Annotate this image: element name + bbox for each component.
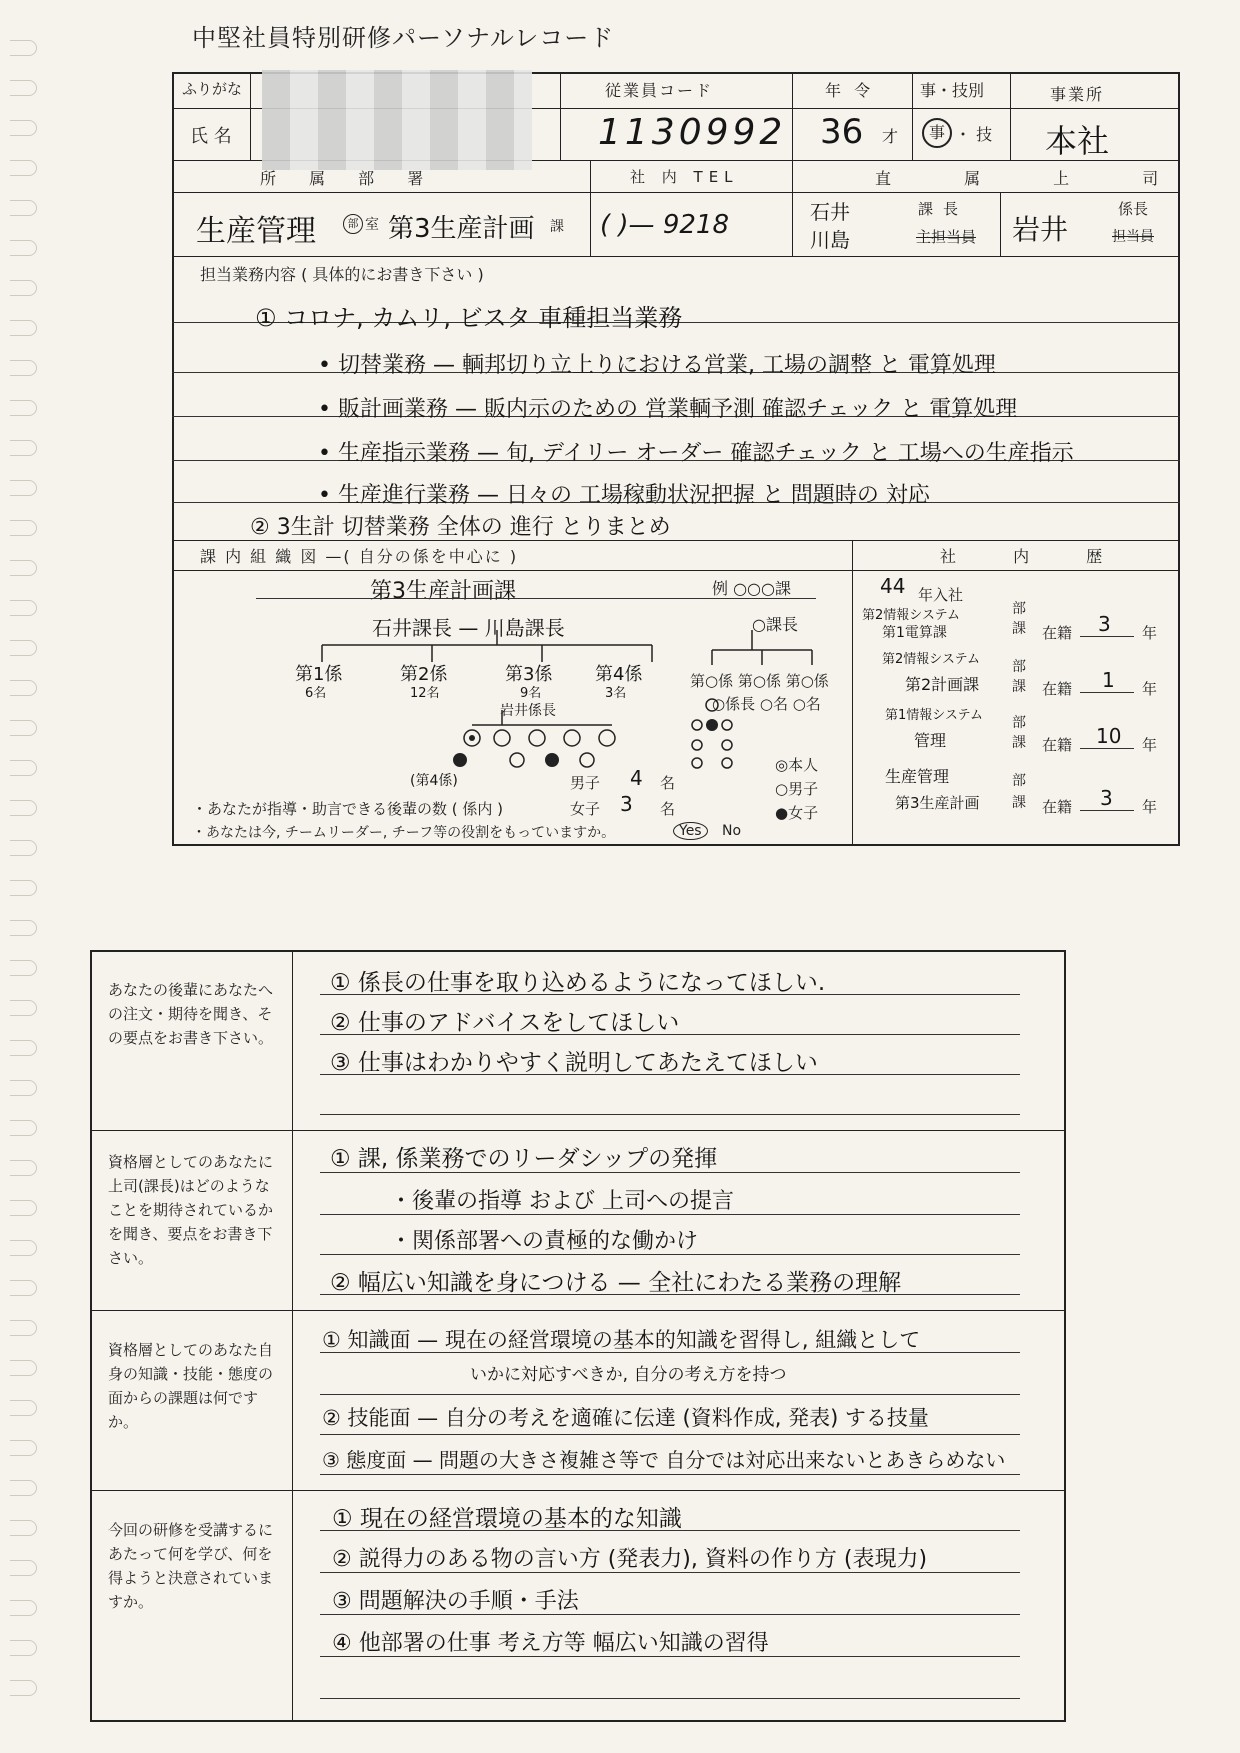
history-years: 10 — [1096, 724, 1122, 748]
female-count: 3 — [620, 792, 633, 816]
history-zaiseki: 在籍 — [1042, 680, 1073, 698]
history-section-unit: 課 — [1012, 621, 1026, 637]
org-group: 第3係 — [505, 664, 553, 685]
female-label: 女子 — [570, 800, 601, 818]
answer-line: ② 仕事のアドバイスをしてほしい — [330, 1010, 680, 1036]
office-value: 本社 — [1045, 122, 1110, 160]
history-section: 第2計画課 — [905, 675, 980, 694]
history-year-unit: 年 — [1142, 624, 1158, 642]
name-label: 氏 名 — [190, 126, 232, 147]
org-example-groups: 第○係 第○係 第○係 — [690, 672, 829, 690]
question-prompt: あなたの後輩にあなたへの注文・期待を聞き、その要点をお書き下さい。 — [108, 981, 274, 1047]
dept-section: 第3生産計画 — [388, 214, 535, 244]
history-zaiseki: 在籍 — [1042, 736, 1073, 754]
org-chiefs: 石井課長 — 川島課長 — [372, 616, 565, 640]
org-group-count: 6名 — [305, 686, 327, 701]
question-prompt: 今回の研修を受講するにあたって何を学び、何を得ようと決意されていますか。 — [108, 1521, 274, 1611]
answer-line: ③ 問題解決の手順・手法 — [332, 1589, 579, 1614]
history-dept: 第2情報システム — [882, 652, 980, 667]
male-unit: 名 — [660, 774, 676, 792]
history-section: 第1電算課 — [882, 625, 947, 641]
org-example-leader: ○係長 ○名 ○名 — [712, 695, 821, 713]
org-label: 課 内 組 織 図 —( 自分の係を中心に ) — [200, 547, 519, 566]
leader-question: ・あなたは今, チームリーダー, チーフ等の役割をもっていますか。 — [192, 825, 616, 841]
duty-line: • 生産指示業務 — 旬, デイリー オーダー 確認チェック と 工場への生産指示 — [318, 441, 1074, 466]
history-year-unit: 年 — [1142, 736, 1158, 754]
ext-label: 社 内 TEL — [630, 168, 739, 186]
answer-line: ① 知識面 — 現在の経営環境の基本的知識を習得し, 組織として — [322, 1328, 921, 1352]
duties-label: 担当業務内容 ( 具体的にお書き下さい ) — [200, 265, 484, 284]
org-self-label: (第4係) — [410, 773, 458, 789]
job-type-circled: 事 — [922, 118, 952, 148]
history-dept-unit: 部 — [1012, 773, 1026, 789]
history-dept: 第2情報システム — [862, 608, 960, 623]
history-years: 3 — [1098, 612, 1111, 636]
dept-section-suffix: 課 — [550, 219, 564, 235]
legend-self: ◎本人 — [775, 756, 819, 774]
org-group-count: 12名 — [410, 686, 440, 701]
answer-line: ④ 他部署の仕事 考え方等 幅広い知識の習得 — [332, 1631, 769, 1656]
boss3-title: 係長 — [1118, 200, 1149, 218]
furigana-label: ふりがな — [182, 80, 243, 98]
org-example-chief: ○課長 — [752, 615, 798, 634]
org-group: 第1係 — [295, 664, 343, 685]
question-prompt: 資格層としてのあなた自身の知識・技能・態度の面からの課題は何ですか。 — [108, 1341, 274, 1431]
history-section: 第3生産計画 — [895, 794, 980, 812]
org-section-name: 第3生産計画課 — [370, 579, 516, 604]
history-section: 管理 — [914, 731, 947, 750]
answer-line: ③ 態度面 — 問題の大きさ複雑さ等で 自分では対応出来ないとあきらめない — [322, 1448, 1006, 1472]
answer-line: ② 説得力のある物の言い方 (発表力), 資料の作り方 (表現力) — [332, 1547, 928, 1572]
juniors-question: ・あなたが指導・助言できる後輩の数 ( 係内 ) — [192, 800, 504, 818]
form-title: 中堅社員特別研修パーソナルレコード — [192, 24, 615, 52]
history-dept-unit: 部 — [1012, 601, 1026, 617]
duty-line: • 販計画業務 — 販内示のための 営業輌予測 確認チェック と 電算処理 — [318, 397, 1018, 422]
male-label: 男子 — [570, 774, 601, 792]
boss2-name: 川島 — [810, 228, 850, 252]
question-prompt: 資格層としてのあなたに上司(課長)はどのようなことを期待されているかを聞き、要点をお書き下さい。 — [108, 1153, 274, 1267]
job-type-label: 事・技別 — [920, 81, 985, 100]
history-year-unit: 年 — [1142, 680, 1158, 698]
answer-line: いかに対応すべきか, 自分の考え方を持つ — [470, 1365, 787, 1385]
history-years: 1 — [1102, 668, 1115, 692]
history-year-unit: 年 — [1142, 798, 1158, 816]
age-unit: 才 — [882, 127, 899, 146]
history-section-unit: 課 — [1012, 735, 1026, 751]
boss3-name: 岩井 — [1012, 213, 1069, 246]
history-section-unit: 課 — [1012, 795, 1026, 811]
boss2-title: 主担当員 — [916, 228, 977, 246]
history-zaiseki: 在籍 — [1042, 624, 1073, 642]
dept-label: 所 属 部 署 — [260, 169, 438, 188]
answer-line: ・後輩の指導 および 上司への提言 — [390, 1189, 734, 1214]
org-group: 第4係 — [595, 664, 643, 685]
answer-line: ③ 仕事はわかりやすく説明してあたえてほしい — [330, 1050, 818, 1076]
female-unit: 名 — [660, 800, 676, 818]
answer-line: ② 幅広い知識を身につける — 全社にわたる業務の理解 — [330, 1270, 902, 1296]
org-group-count: 9名 — [520, 686, 542, 701]
ext-value: ( )— 9218 — [600, 210, 729, 240]
duty-line: ② 3生計 切替業務 全体の 進行 とりまとめ — [250, 515, 671, 540]
history-dept-unit: 部 — [1012, 715, 1026, 731]
office-label: 事業所 — [1050, 85, 1105, 104]
duty-line: • 生産進行業務 — 日々の 工場稼動状況把握 と 問題時の 対応 — [318, 483, 930, 508]
no-option: No — [722, 823, 742, 839]
org-leader: 岩井係長 — [500, 703, 556, 719]
history-join-label: 年入社 — [918, 586, 964, 604]
duty-line: ① コロナ, カムリ, ビスタ 車種担当業務 — [255, 304, 683, 332]
boss4-title: 担当員 — [1112, 229, 1154, 245]
male-count: 4 — [630, 766, 643, 790]
dept-mark: 部 — [343, 214, 363, 234]
name-redacted — [262, 70, 532, 170]
boss1-name: 石井 — [810, 200, 850, 224]
org-group: 第2係 — [400, 664, 448, 685]
history-section-unit: 課 — [1012, 679, 1026, 695]
answer-line: ② 技能面 — 自分の考えを適確に伝達 (資料作成, 発表) する技量 — [322, 1406, 929, 1430]
history-dept: 第1情報システム — [885, 708, 983, 723]
history-dept-unit: 部 — [1012, 659, 1026, 675]
org-group-count: 3名 — [605, 686, 627, 701]
history-label: 社 内 歴 — [940, 547, 1129, 566]
age-label: 年 令 — [825, 81, 875, 100]
dept-room: 室 — [365, 217, 379, 233]
org-example-label: 例 ○○○課 — [712, 579, 791, 598]
answer-line: ・関係部署への責極的な働かけ — [390, 1229, 699, 1254]
history-years: 3 — [1100, 786, 1113, 810]
legend-male: ○男子 — [775, 780, 819, 798]
employee-code-label: 従業員コード — [605, 81, 714, 100]
boss-label: 直 属 上 司 — [875, 169, 1193, 188]
history-dept: 生産管理 — [885, 767, 950, 786]
answer-line: ① 現在の経営環境の基本的な知識 — [332, 1506, 682, 1532]
legend-female: ●女子 — [775, 804, 819, 822]
history-zaiseki: 在籍 — [1042, 798, 1073, 816]
answer-line: ① 課, 係業務でのリーダシップの発揮 — [330, 1146, 718, 1172]
age-value: 36 — [820, 112, 864, 152]
employee-code-value: 1130992 — [598, 112, 787, 153]
dept-value: 生産管理 — [196, 214, 316, 249]
job-type-other: ・ 技 — [955, 125, 993, 144]
duty-line: • 切替業務 — 輌邦切り立上りにおける営業, 工場の調整 と 電算処理 — [318, 353, 996, 378]
history-join-year: 44 — [880, 574, 906, 598]
boss1-title: 課長 — [918, 200, 969, 218]
answer-line: ① 係長の仕事を取り込めるようになってほしい. — [330, 970, 826, 996]
yes-option: Yes — [673, 822, 708, 840]
